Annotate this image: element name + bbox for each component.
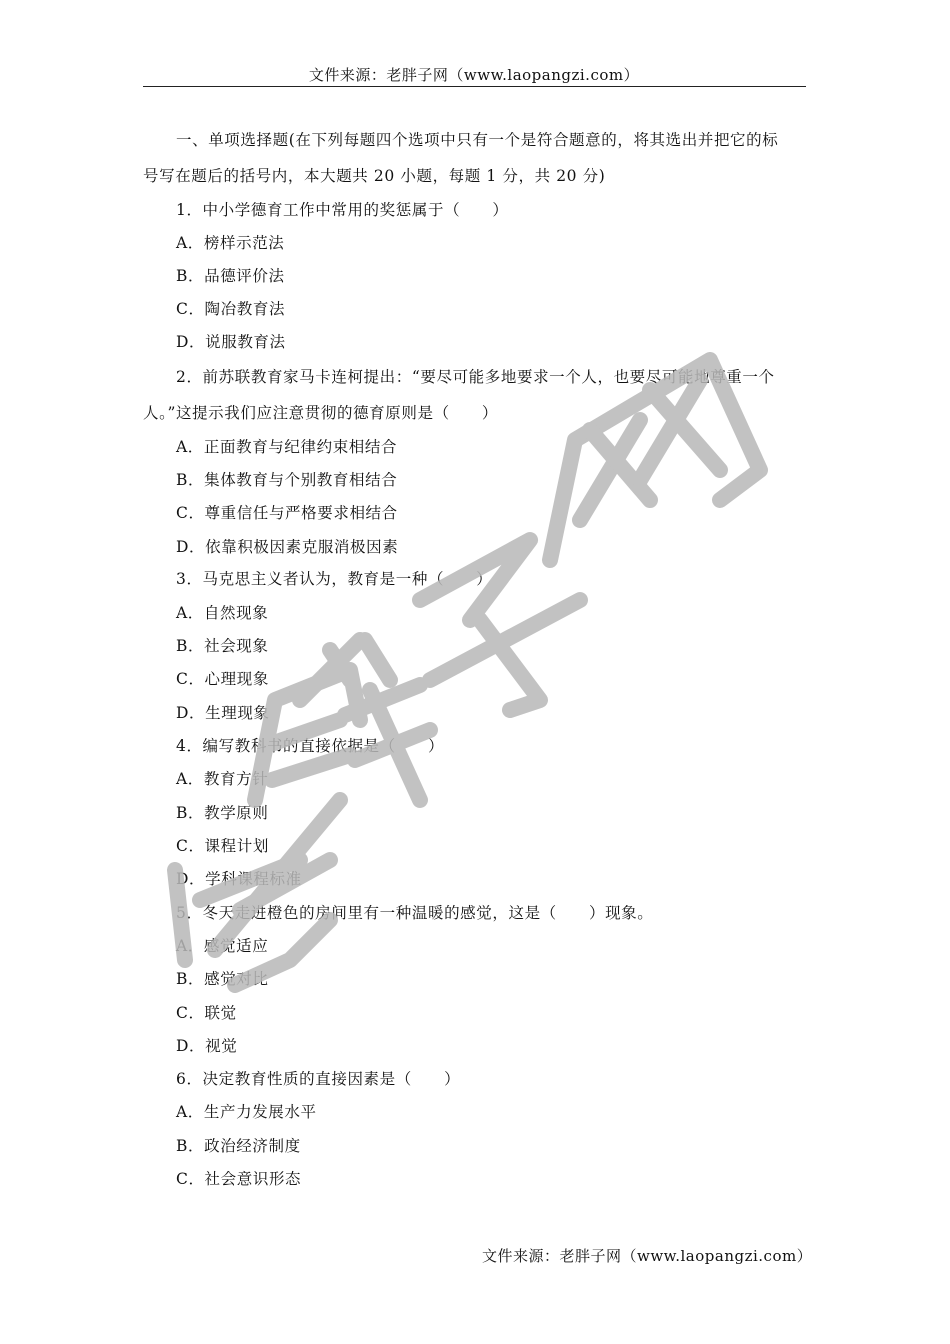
- header-rule: [143, 86, 806, 87]
- question-3-option-c: C．心理现象: [176, 670, 269, 688]
- page-footer: 文件来源：老胖子网（www.laopangzi.com）: [482, 1247, 813, 1265]
- question-5-stem: 5．冬天走进橙色的房间里有一种温暖的感觉，这是（ ）现象。: [176, 904, 654, 922]
- question-1-option-b: B．品德评价法: [176, 267, 285, 285]
- question-6-option-c: C．社会意识形态: [176, 1170, 302, 1188]
- question-2-option-d: D．依靠积极因素克服消极因素: [176, 538, 399, 556]
- question-2-stem-line1: 2．前苏联教育家马卡连柯提出：“要尽可能多地要求一个人，也要尽可能地尊重一个: [176, 368, 775, 386]
- question-2-option-a: A．正面教育与纪律约束相结合: [176, 438, 398, 456]
- section-intro-line1: 一、单项选择题(在下列每题四个选项中只有一个是符合题意的，将其选出并把它的标: [176, 131, 779, 149]
- question-6-stem: 6．决定教育性质的直接因素是（ ）: [176, 1070, 461, 1088]
- question-4-option-b: B．教学原则: [176, 804, 269, 822]
- question-5-option-d: D．视觉: [176, 1037, 238, 1055]
- question-6-option-a: A．生产力发展水平: [176, 1103, 317, 1121]
- question-1-option-c: C．陶冶教育法: [176, 300, 286, 318]
- question-2-option-c: C．尊重信任与严格要求相结合: [176, 504, 398, 522]
- question-4-option-d: D．学科课程标准: [176, 870, 302, 888]
- question-5-option-a: A．感觉适应: [176, 937, 269, 955]
- question-5-option-b: B．感觉对比: [176, 970, 269, 988]
- question-3-option-d: D．生理现象: [176, 704, 270, 722]
- question-3-stem: 3．马克思主义者认为，教育是一种（ ）: [176, 570, 493, 588]
- section-intro-line2: 号写在题后的括号内，本大题共 20 小题，每题 1 分，共 20 分): [143, 167, 606, 185]
- question-1-stem: 1．中小学德育工作中常用的奖惩属于（ ）: [176, 201, 509, 219]
- question-4-stem: 4．编写教科书的直接依据是（ ）: [176, 737, 445, 755]
- question-6-option-b: B．政治经济制度: [176, 1137, 301, 1155]
- question-5-option-c: C．联觉: [176, 1004, 237, 1022]
- page-header: 文件来源：老胖子网（www.laopangzi.com）: [308, 66, 640, 84]
- question-4-option-a: A．教育方针: [176, 770, 269, 788]
- question-3-option-b: B．社会现象: [176, 637, 269, 655]
- question-1-option-a: A．榜样示范法: [176, 234, 285, 252]
- question-2-stem-line2: 人。”这提示我们应注意贯彻的德育原则是（ ）: [143, 404, 498, 422]
- question-2-option-b: B．集体教育与个别教育相结合: [176, 471, 398, 489]
- question-1-option-d: D．说服教育法: [176, 333, 286, 351]
- question-3-option-a: A．自然现象: [176, 604, 269, 622]
- question-4-option-c: C．课程计划: [176, 837, 269, 855]
